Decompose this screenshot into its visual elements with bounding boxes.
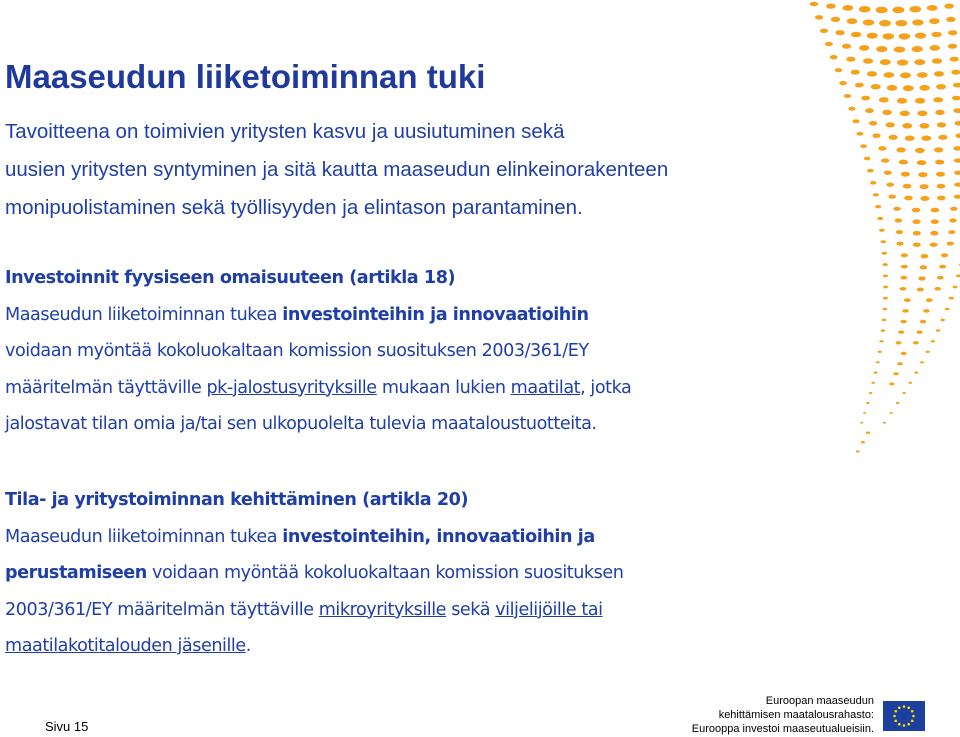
decor-dot [936, 84, 946, 89]
decor-dot [914, 59, 925, 65]
decor-dot [900, 276, 907, 280]
decor-dot [903, 85, 914, 91]
decor-dot [889, 382, 894, 385]
decor-dot [915, 33, 926, 39]
eu-fund-line: Euroopan maaseudun [765, 695, 874, 707]
decor-dot [902, 309, 909, 313]
decor-dot [872, 133, 880, 138]
decor-dot [835, 30, 844, 35]
decor-dot [923, 309, 930, 313]
decor-dot [875, 205, 881, 208]
decor-dot [940, 319, 945, 322]
decor-dot [937, 276, 944, 280]
decor-dot [953, 108, 960, 113]
slide-title: Maaseudun liiketoiminnan tuki [5, 58, 486, 95]
decor-dot [937, 196, 946, 201]
section-article-18 [5, 260, 835, 443]
decor-dot [954, 171, 960, 175]
decor-dot [954, 195, 960, 199]
decor-dot [847, 18, 858, 24]
decor-dot [905, 136, 915, 141]
decor-dot [954, 121, 960, 126]
decor-dot [879, 97, 889, 102]
decor-dot [855, 83, 864, 88]
section-article-20 [5, 482, 835, 665]
underlined-span: maatilakotitalouden jäsenille [5, 636, 246, 656]
decor-dot [920, 265, 928, 269]
decor-dot [944, 4, 954, 9]
decor-dot [883, 286, 888, 289]
section-heading: Investoinnit fyysiseen omaisuuteen (artikla 18) [5, 268, 456, 288]
decor-dot [842, 5, 853, 11]
decor-dot [878, 146, 886, 151]
decor-dot [881, 240, 887, 243]
text-span: mukaan lukien [376, 377, 511, 398]
decor-dot [883, 275, 888, 278]
decor-dot [883, 33, 895, 39]
decor-dot [945, 308, 950, 311]
decor-dot [901, 172, 910, 177]
decor-dot [889, 135, 898, 140]
decor-dot [897, 60, 908, 66]
decor-dot [899, 160, 908, 165]
decor-dot [953, 146, 960, 151]
decor-dot [902, 123, 912, 129]
decor-dot [896, 341, 902, 344]
decor-dot [901, 265, 908, 269]
decor-dot [859, 45, 869, 51]
decor-dot [919, 123, 929, 129]
decor-dot [897, 98, 907, 104]
decor-dot [917, 111, 927, 117]
decor-dot [844, 94, 851, 98]
decor-dot [883, 72, 894, 78]
decor-dot [953, 286, 958, 289]
eu-fund-text [692, 694, 874, 736]
decor-dot [955, 133, 960, 138]
decor-dot [878, 351, 882, 353]
decor-dot [935, 160, 944, 165]
decor-dot [948, 30, 957, 35]
decor-dot [908, 382, 912, 384]
decor-dot [890, 412, 893, 414]
decor-dot [912, 208, 921, 213]
flag-star [903, 705, 906, 708]
decor-dot [856, 450, 860, 452]
decor-dot [869, 121, 877, 126]
decor-dot [947, 242, 954, 246]
decor-dot [931, 219, 939, 224]
decor-dot [866, 402, 870, 404]
decor-dot [825, 42, 833, 46]
decor-dot [921, 254, 929, 258]
decor-dot [874, 372, 878, 374]
flag-star [907, 723, 910, 726]
decor-dot [846, 57, 855, 62]
text-span: Maaseudun liiketoiminnan tukea [5, 304, 283, 325]
decor-dot [930, 231, 938, 236]
decor-dot [826, 4, 836, 9]
decor-dot [912, 19, 923, 25]
section-heading: Tila- ja yritystoiminnan kehittäminen (artikla 20) [5, 490, 469, 510]
decor-dot [903, 184, 912, 189]
decor-dot [867, 169, 874, 173]
decor-dot [894, 47, 905, 53]
decor-dot [926, 298, 933, 302]
decor-dot [948, 44, 957, 49]
decor-dot [830, 55, 838, 59]
bold-span: perustamiseen [5, 563, 147, 583]
decor-dot [900, 111, 910, 117]
decor-dot [842, 44, 851, 49]
decor-dot [912, 46, 923, 52]
decor-dot [901, 352, 907, 355]
decor-dot [917, 288, 924, 292]
eu-fund-line: kehittämisen maatalousrahasto: [718, 709, 874, 721]
section-line [5, 297, 835, 334]
decor-dot [883, 422, 886, 424]
underlined-span: pk-jalostusyrityksille [206, 377, 377, 398]
decor-dot [884, 171, 892, 175]
decor-dot [810, 2, 818, 7]
section-line [5, 628, 835, 665]
decor-dot [910, 6, 922, 12]
decor-dot [956, 275, 960, 278]
decor-dot [937, 184, 946, 189]
decor-dot [863, 412, 866, 414]
decor-dot [851, 32, 861, 38]
decor-dot [893, 207, 901, 211]
underlined-span: mikroyrityksille [318, 599, 447, 620]
decor-dot [920, 196, 929, 201]
decor-dot [876, 46, 887, 52]
decor-dot [859, 6, 871, 12]
decor-dot [932, 58, 942, 64]
decor-dot [934, 287, 941, 291]
section-line [5, 370, 835, 407]
decor-dot [896, 230, 903, 234]
decor-dot [931, 208, 940, 213]
decor-dot [815, 15, 823, 20]
decor-dot [867, 33, 878, 39]
intro-line: monipuolistaminen sekä työllisyyden ja elintason parantaminen. [5, 196, 583, 219]
decor-dot [861, 96, 870, 101]
decor-dot [915, 98, 925, 104]
intro-line: Tavoitteena on toimivien yritysten kasvu ja uusiutuminen sekä [5, 120, 565, 143]
decor-dot [954, 158, 960, 162]
decor-dot [904, 196, 913, 201]
decor-dot [895, 218, 902, 222]
decor-dot [881, 158, 889, 162]
decor-dot [839, 81, 847, 85]
decor-dot [920, 184, 929, 189]
decor-dot [949, 218, 956, 222]
text-span: määritelmän täyttäville [5, 377, 207, 398]
flag-star [898, 723, 901, 726]
text-span: voidaan myöntää kokoluokaltaan komission suosituksen [146, 563, 624, 583]
decor-dot [918, 276, 925, 280]
decor-dot [902, 392, 906, 394]
text-span: sekä [446, 599, 496, 620]
decor-dot [952, 96, 960, 101]
decor-dot [899, 33, 911, 39]
decor-dot [860, 422, 863, 424]
decor-dot [896, 20, 908, 26]
decor-dot [900, 287, 907, 291]
intro-line: uusien yritysten syntyminen ja sitä kautta maaseudun elinkeinorakenteen [5, 158, 669, 181]
intro-paragraph [5, 113, 815, 227]
decor-dot [860, 144, 867, 148]
decor-dot [915, 148, 925, 153]
decor-dot [900, 320, 906, 324]
section-line [5, 555, 835, 592]
decor-dot [871, 84, 881, 89]
decor-dot [873, 193, 879, 196]
decor-dot [941, 253, 948, 257]
section-line: voidaan myöntää kokoluokaltaan komission suosituksen 2003/361/EY [5, 341, 589, 361]
decor-dot [950, 207, 958, 211]
decor-dot [888, 195, 896, 199]
flag-star [894, 719, 897, 722]
decor-dot [820, 29, 828, 33]
decor-dot [930, 45, 940, 51]
decor-dot [861, 441, 865, 443]
decor-dot [882, 319, 887, 322]
decor-dot [893, 372, 899, 375]
eu-flag-icon [883, 701, 925, 731]
decor-dot [898, 331, 904, 334]
decor-dot [921, 136, 931, 141]
decor-dot [901, 253, 908, 257]
decor-dot [936, 329, 941, 331]
decor-dot [920, 320, 926, 324]
decor-dot [950, 57, 959, 62]
decor-dot [917, 72, 928, 78]
decor-dot [869, 392, 873, 394]
text-span: Maaseudun liiketoiminnan tukea [5, 526, 283, 547]
flag-star [912, 715, 915, 718]
decor-dot [939, 265, 946, 269]
decor-dot [876, 361, 880, 363]
decor-dot [949, 297, 954, 300]
decor-dot [914, 372, 918, 374]
flag-star [898, 706, 901, 709]
decor-dot [917, 331, 923, 334]
section-line [5, 592, 835, 629]
decor-dot [896, 402, 900, 404]
decor-dot [882, 252, 888, 255]
decor-dot [934, 147, 943, 152]
decor-dot [848, 107, 855, 111]
decor-dot [877, 217, 883, 220]
flag-star [894, 710, 897, 713]
decor-dot [913, 231, 921, 236]
decor-dot [831, 17, 840, 22]
decor-dot [927, 5, 938, 11]
decor-dot [904, 298, 911, 302]
decor-dot [946, 17, 955, 22]
decor-dot [953, 83, 960, 88]
decor-dot [913, 341, 919, 344]
decor-dot [882, 263, 887, 266]
decor-dot [936, 172, 945, 177]
decor-dot [881, 329, 886, 331]
flag-star [911, 710, 914, 713]
decor-dot [883, 297, 888, 300]
decor-dot [880, 59, 891, 65]
decor-dot [929, 18, 940, 24]
decor-dot [913, 243, 921, 247]
decor-dot [870, 181, 876, 185]
decor-dot [867, 71, 877, 77]
decor-dot [856, 132, 863, 136]
decor-dot [918, 172, 927, 177]
decor-dot [865, 108, 874, 113]
decor-dot [912, 219, 920, 224]
decor-dot [937, 122, 946, 127]
decor-dot [948, 230, 955, 234]
decor-dot [933, 97, 943, 102]
decor-dot [851, 70, 860, 75]
decor-dot [920, 361, 924, 363]
decor-dot [879, 20, 891, 26]
flag-star [903, 724, 906, 727]
decor-dot [896, 242, 903, 246]
section-line [5, 519, 835, 556]
decor-dot [852, 119, 859, 123]
decor-dot [935, 110, 945, 115]
decor-dot [897, 362, 903, 365]
bold-span: investointeihin, innovaatioihin ja [282, 526, 595, 547]
text-span: 2003/361/EY määritelmän täyttäville [5, 599, 319, 620]
decor-dot [866, 432, 870, 434]
decor-dot [938, 135, 947, 140]
decor-dot [934, 71, 944, 77]
decor-dot [876, 7, 888, 14]
bold-span: investointeihin ja innovaatioihin [282, 304, 589, 325]
decor-dot [887, 85, 898, 91]
text-span: , jotka [580, 377, 632, 398]
flag-star [911, 719, 914, 722]
decor-dot [879, 229, 885, 232]
underlined-span: maatilat [510, 377, 581, 398]
decor-dot [886, 183, 894, 187]
decor-dot [896, 147, 905, 152]
decor-dot [863, 58, 873, 64]
decor-dot [871, 382, 875, 384]
decor-dot [926, 351, 930, 353]
decor-dot [864, 157, 871, 161]
decor-dot [954, 183, 960, 187]
flag-star [907, 706, 910, 709]
decor-dot [892, 7, 904, 14]
text-span: . [245, 636, 251, 656]
decor-dot [863, 19, 874, 25]
decor-dot [900, 72, 911, 78]
flag-star [893, 715, 896, 718]
decor-dot [882, 110, 892, 115]
decor-dot [883, 308, 888, 311]
section-line: jalostavat tilan omia ja/tai sen ulkopuolelta tulevia maataloustuotteita. [5, 414, 597, 434]
page-number: Sivu 15 [45, 719, 89, 734]
decor-dot [886, 122, 895, 127]
decor-dot [951, 70, 960, 75]
decor-dot [931, 32, 941, 38]
decor-dot [835, 68, 843, 72]
decor-dot [919, 85, 930, 91]
decor-dot [917, 160, 927, 165]
decor-dot [930, 243, 938, 247]
decor-dot [931, 340, 935, 342]
underlined-span: viljelijöille tai [495, 599, 603, 620]
decor-dot [879, 340, 883, 342]
eu-fund-line: Eurooppa investoi maaseutualueisiin. [691, 723, 874, 735]
